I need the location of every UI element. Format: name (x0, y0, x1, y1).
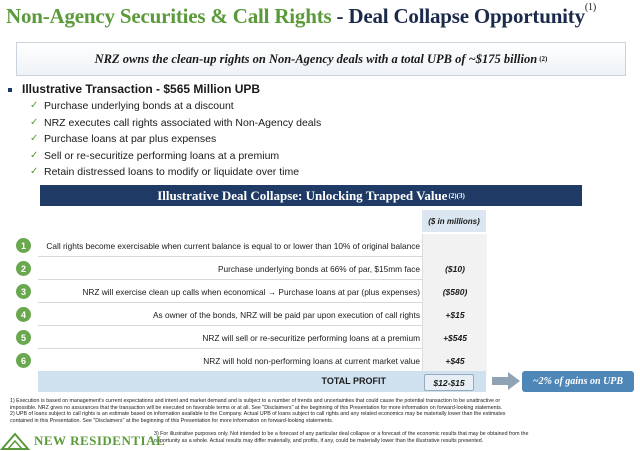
total-profit-value: $12-$15 (424, 374, 474, 391)
list-item-text: Purchase underlying bonds at a discount (44, 100, 234, 112)
footnote-line: impossible. NRZ gives no assurances that the transaction will be executed on favorable terms or at all. See "Disclaimers" at the beginning of this Presentation for more information on forward-looking statements. (10, 404, 503, 411)
deal-collapse-footnote-marker: (2)(3) (448, 191, 465, 200)
gain-callout: ~2% of gains on UPB (522, 371, 634, 392)
banner-text: NRZ owns the clean-up rights on Non-Agency deals with a total UPB of ~$175 billion (94, 51, 538, 66)
footnote-line: opportunity as a whole. Actual results may differ materially, and profits, if any, could be materially lower than the illustrative results presented. (154, 437, 484, 444)
deal-steps-table (16, 234, 486, 372)
step-number-badge: 1 (16, 238, 31, 253)
footnote-line: 1) Execution is based on management's current expectations and intent and market demand and is subject to a number of trends and uncertainties that could cause the potential transaction to be unattractive or (10, 398, 501, 404)
list-item-text: Sell or re-securitize performing loans at a premium (44, 149, 280, 162)
table-row (16, 349, 486, 372)
footnote-line: 3) For illustrative purposes only. Not intended to be a forecast of any particular deal collapse or a forecast of the economic results that may be obtained from the (154, 431, 529, 437)
step-description: Purchase underlying bonds at 66% of par, $15mm face (217, 263, 420, 274)
checkmark-icon: ✓ (30, 100, 39, 111)
step-description: NRZ will sell or re-securitize performing loans at a premium (202, 332, 420, 343)
units-label: ($ in millions) (422, 210, 486, 232)
total-profit-row (38, 371, 486, 392)
summary-banner (16, 42, 626, 76)
company-logo (0, 430, 165, 451)
step-value: ($10) (422, 257, 487, 280)
list-item (30, 164, 321, 181)
step-description: As owner of the bonds, NRZ will be paid par upon execution of call rights (152, 309, 420, 320)
title-green-part: Non-Agency Securities & Call Rights (6, 4, 332, 28)
deal-collapse-header (40, 185, 582, 206)
title-footnote-marker: (1) (584, 2, 596, 13)
list-item (30, 115, 321, 132)
footnote-line: 2) UPB of loans subject to call rights is an estimate based on information available to the Company. Actual UPB of loans subject to call rights and any related economics may be materially lower than the estimates (10, 411, 506, 418)
arrow-right-icon (492, 372, 520, 390)
transaction-steps-list (30, 98, 321, 181)
step-value: +$45 (422, 349, 487, 372)
deal-collapse-header-text: Illustrative Deal Collapse: Unlocking Trapped Value (157, 187, 448, 203)
step-description: Call rights become exercisable when current balance is equal to or lower than 10% of original balance (46, 240, 420, 251)
table-row (16, 257, 486, 280)
step-value (422, 234, 487, 257)
transaction-heading (8, 82, 260, 96)
checkmark-icon: ✓ (30, 149, 39, 161)
house-logo-icon (0, 432, 30, 450)
list-item-text: Purchase loans at par plus expenses (44, 133, 217, 145)
step-value: +$15 (422, 303, 487, 326)
total-profit-label: TOTAL PROFIT (321, 376, 386, 386)
table-row (16, 326, 486, 349)
footnote-line: contained in this Presentation. See "Disclaimers" at the beginning of this Presentation for more information on forward-looking statements. (10, 417, 334, 424)
table-row (16, 280, 486, 303)
transaction-heading-text: Illustrative Transaction - $565 Million UPB (22, 82, 261, 96)
banner-footnote-marker: (2) (539, 55, 548, 63)
table-row (16, 303, 486, 326)
step-value: +$545 (422, 326, 487, 349)
step-value: ($580) (422, 280, 487, 303)
page-title (6, 4, 596, 29)
checkmark-icon: ✓ (30, 116, 39, 128)
step-number-badge: 2 (16, 261, 31, 276)
checkmark-icon: ✓ (30, 166, 39, 177)
table-row (16, 234, 486, 257)
step-number-badge: 3 (16, 284, 31, 299)
list-item-text: NRZ executes call rights associated with Non-Agency deals (44, 116, 322, 129)
checkmark-icon: ✓ (30, 133, 39, 144)
logo-text: NEW RESIDENTIAL (34, 432, 166, 448)
step-description: NRZ will hold non-performing loans at current market value (203, 355, 420, 366)
step-description: NRZ will exercise clean up calls when economical → Purchase loans at par (plus expenses) (82, 286, 420, 297)
list-item-text: Retain distressed loans to modify or liquidate over time (44, 166, 300, 178)
list-item (30, 131, 321, 148)
step-number-badge: 5 (16, 330, 31, 345)
step-number-badge: 4 (16, 307, 31, 322)
square-bullet-icon (8, 88, 12, 92)
list-item (30, 98, 321, 115)
step-number-badge: 6 (16, 353, 31, 368)
title-dark-part: - Deal Collapse Opportunity (331, 4, 585, 28)
list-item (30, 148, 321, 165)
